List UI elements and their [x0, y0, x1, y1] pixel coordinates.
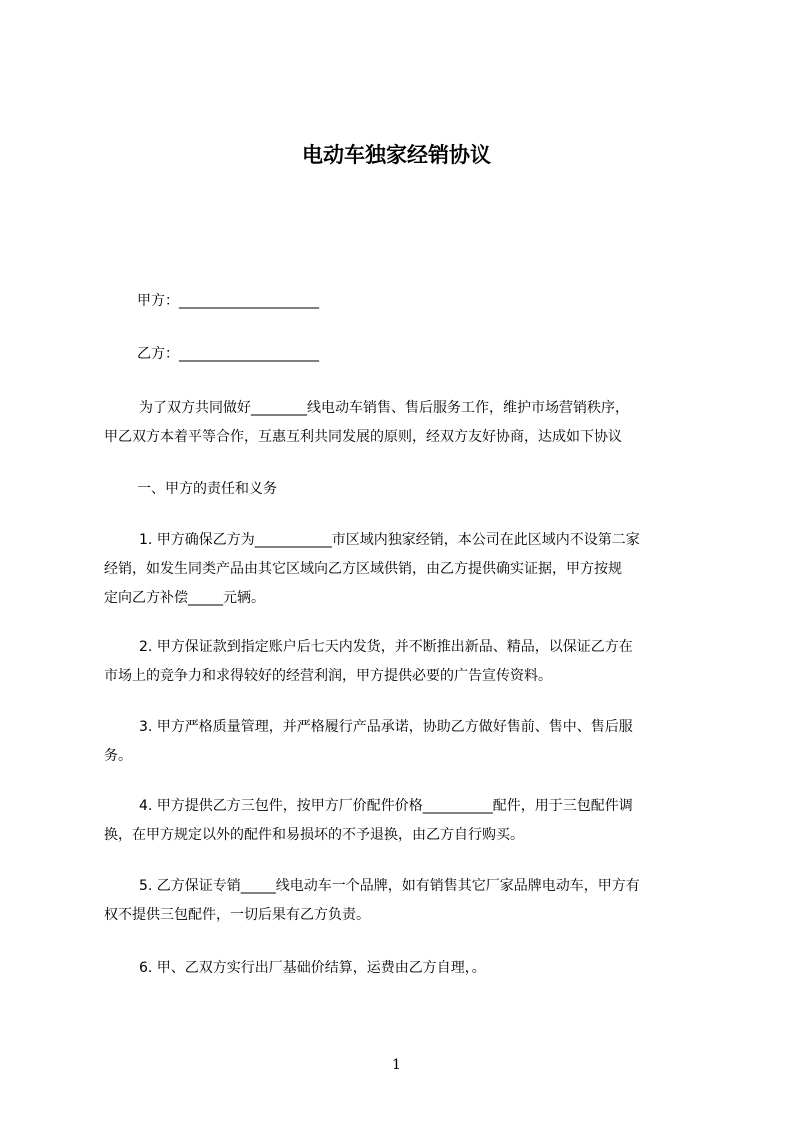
- clause-4-line-1: 4. 甲方提供乙方三包件，按甲方厂价配件价格__________配件，用于三包配件调: [139, 798, 633, 814]
- section-1-heading: 一、甲方的责任和义务: [137, 481, 277, 497]
- clause-1: [104, 526, 702, 613]
- clause-3-line-2: 务。: [104, 748, 132, 764]
- clause-1-line-3: 定向乙方补偿_____元辆。: [104, 590, 265, 606]
- clause-5: [104, 872, 702, 930]
- clause-4-line-2: 换，在甲方规定以外的配件和易损坏的不予退换，由乙方自行购买。: [104, 827, 524, 843]
- clause-3: [104, 713, 702, 771]
- page-number: 1: [392, 1057, 401, 1073]
- clause-6-line-1: 6. 甲、乙双方实行出厂基础价结算，运费由乙方自理，。: [139, 960, 486, 976]
- clause-2: [104, 633, 702, 691]
- intro-paragraph: [104, 394, 702, 452]
- clause-1-line-2: 经销，如发生同类产品由其它区域向乙方区域供销，由乙方提供确实证据，甲方按规: [104, 561, 622, 577]
- document-title: 电动车独家经销协议: [302, 143, 491, 167]
- clause-5-line-2: 权不提供三包配件，一切后果有乙方负责。: [104, 907, 370, 923]
- clause-4: [104, 792, 702, 850]
- party-b-line: 乙方：____________________: [137, 346, 319, 362]
- clause-1-line-1: 1. 甲方确保乙方为___________市区域内独家经销，本公司在此区域内不设第二家: [139, 532, 640, 548]
- clause-3-line-1: 3. 甲方严格质量管理，并严格履行产品承诺，协助乙方做好售前、售中、售后服: [139, 719, 633, 735]
- party-a-line: 甲方：____________________: [137, 293, 319, 309]
- clause-2-line-2: 市场上的竞争力和求得较好的经营利润，甲方提供必要的广告宣传资料。: [104, 668, 552, 684]
- intro-line-1: 为了双方共同做好________线电动车销售、售后服务工作，维护市场营销秩序，: [139, 400, 629, 416]
- intro-line-2: 甲乙双方本着平等合作，互惠互利共同发展的原则，经双方友好协商，达成如下协议: [104, 429, 622, 445]
- clause-5-line-1: 5. 乙方保证专销_____线电动车一个品牌，如有销售其它厂家品牌电动车，甲方有: [139, 878, 640, 894]
- clause-2-line-1: 2. 甲方保证款到指定账户后七天内发货，并不断推出新品、精品，以保证乙方在: [139, 639, 633, 655]
- clause-6: [104, 954, 702, 983]
